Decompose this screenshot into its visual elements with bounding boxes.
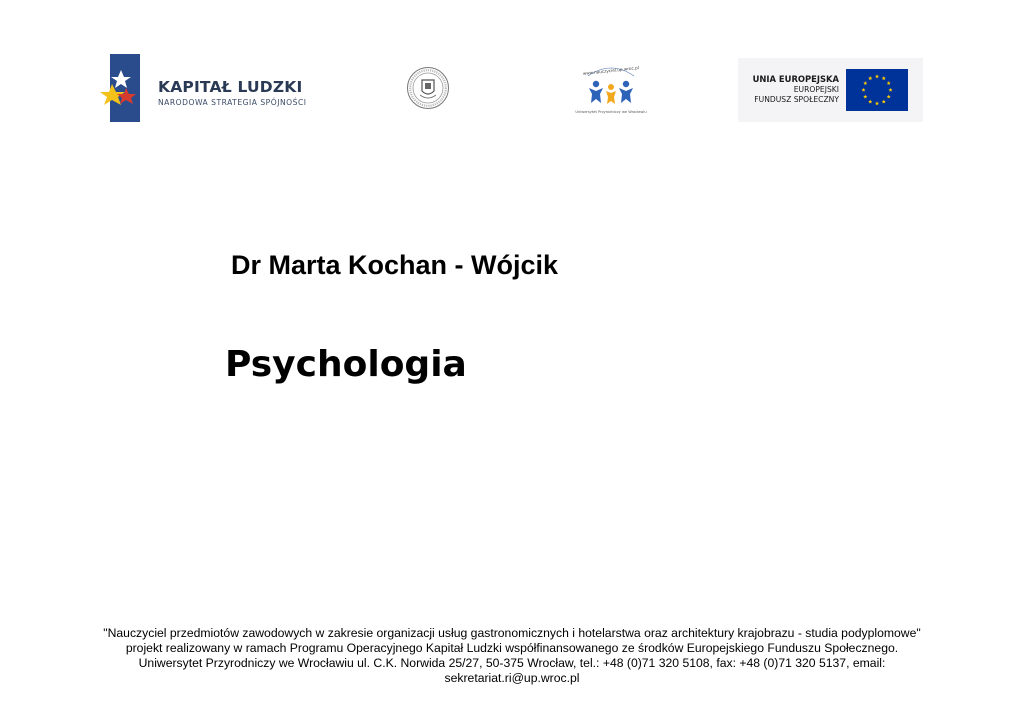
university-seal-icon — [406, 66, 450, 110]
eu-line-social-fund: FUNDUSZ SPOŁECZNY — [754, 95, 839, 104]
eu-line-european: EUROPEJSKI — [793, 85, 839, 94]
footer-line-address: Uniwersytet Przyrodniczy we Wrocławiu ul. C.K. Norwida 25/27, 50-375 Wrocław, tel.: +48 (0)71 320 5108, fax: +48 (0)71 320 5137, email: — [138, 656, 886, 670]
nauczyciel-logo-icon — [574, 62, 648, 116]
author-name: Dr Marta Kochan - Wójcik — [231, 250, 559, 280]
kapital-ludzki-logo — [100, 54, 320, 122]
svg-text:www.nauczyciel.up.wroc.pl: www.nauczyciel.up.wroc.pl — [582, 65, 640, 76]
footer-line-program: projekt realizowany w ramach Programu Operacyjnego Kapitał Ludzki współfinansowanego ze środków Europejskiego Funduszu Społecznego. — [125, 641, 899, 655]
subject-title: Psychologia — [225, 344, 467, 385]
footer-line-project-title: "Nauczyciel przedmiotów zawodowych w zakresie organizacji usług gastronomicznych i hotelarstwa oraz architektury krajobrazu - studia podyplomowe" — [103, 626, 921, 640]
kapital-ludzki-title: KAPITAŁ LUDZKI — [158, 78, 303, 96]
eu-flag-icon — [846, 69, 908, 111]
eu-line-union: UNIA EUROPEJSKA — [752, 74, 839, 84]
footer-line-email: sekretariat.ri@up.wroc.pl — [444, 671, 580, 685]
kapital-ludzki-subtitle: NARODOWA STRATEGIA SPÓJNOŚCI — [158, 98, 307, 107]
eu-logo — [738, 58, 923, 122]
eu-text-block — [753, 74, 839, 105]
kapital-ludzki-star-icon — [100, 54, 142, 122]
svg-text:Uniwersytet Przyrodniczy we Wr: Uniwersytet Przyrodniczy we Wrocławiu — [575, 110, 647, 114]
footer — [80, 626, 944, 686]
